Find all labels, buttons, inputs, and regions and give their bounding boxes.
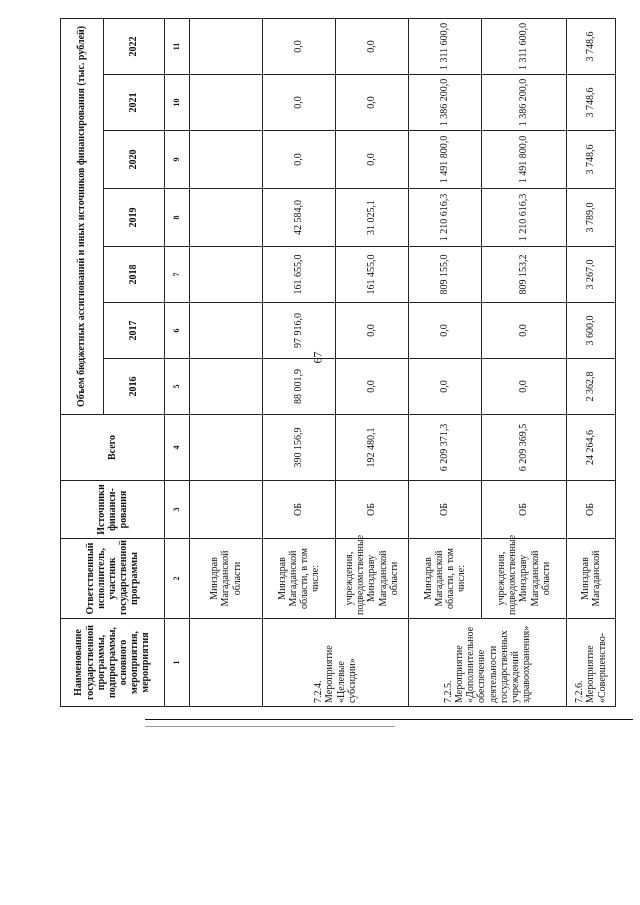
cell-value	[190, 131, 263, 189]
header-year: 2020	[104, 131, 165, 189]
column-number: 2	[165, 539, 190, 619]
cell-source: ОБ	[336, 481, 409, 539]
cell-value: 2 362,8	[567, 359, 616, 415]
cell-value: 0,0	[263, 75, 336, 131]
cell-value: 3 267,0	[567, 247, 616, 303]
cell-source: ОБ	[567, 481, 616, 539]
column-number: 10	[165, 75, 190, 131]
cell-value: 161 455,0	[336, 247, 409, 303]
cell-executor: Минздрав Магаданской области, в том числе:	[409, 539, 482, 619]
cell-value: 161 655,0	[263, 247, 336, 303]
cell-value: 1 311 600,0	[409, 18, 482, 74]
header-year: 2022	[104, 18, 165, 74]
cell-value: 1 210 616,3	[482, 189, 567, 247]
cell-value: 0,0	[409, 303, 482, 359]
column-number: 8	[165, 189, 190, 247]
cell-total: 24 264,6	[567, 415, 616, 481]
cell-value: 3 600,0	[567, 303, 616, 359]
cell-value: 809 155,0	[409, 247, 482, 303]
cell-executor: Минздрав Магаданской области, в том числе:	[263, 539, 336, 619]
header-executor: Ответственный исполнитель, участник государственной программы	[61, 539, 165, 619]
cell-value: 1 210 616,3	[409, 189, 482, 247]
column-number: 11	[165, 18, 190, 74]
header-name: Наименование государственной программы, подпрограммы, основного мероприятия, мероприятия	[61, 619, 165, 707]
cell-value: 1 491 800,0	[409, 131, 482, 189]
table-row	[409, 18, 482, 706]
cell-executor: Минздрав Магаданской	[567, 539, 616, 619]
table-row	[567, 18, 616, 706]
cell-total: 390 156,9	[263, 415, 336, 481]
header-year: 2019	[104, 189, 165, 247]
cell-source	[190, 481, 263, 539]
header-year: 2016	[104, 359, 165, 415]
cell-value: 42 584,0	[263, 189, 336, 247]
cell-name: 7.2.4. Мероприятие «Целевые субсидии»	[263, 619, 409, 707]
column-number: 7	[165, 247, 190, 303]
column-number: 1	[165, 619, 190, 707]
column-number: 6	[165, 303, 190, 359]
page-number: 67	[310, 351, 325, 364]
cell-value: 0,0	[482, 359, 567, 415]
table-row	[263, 18, 336, 706]
cell-value: 0,0	[263, 131, 336, 189]
cell-value	[190, 18, 263, 74]
cell-value: 0,0	[336, 18, 409, 74]
cell-value: 3 748,6	[567, 75, 616, 131]
cell-value: 1 311 600,0	[482, 18, 567, 74]
cell-value: 97 916,0	[263, 303, 336, 359]
cell-value: 809 153,2	[482, 247, 567, 303]
cell-name: 7.2.5. Мероприятие «Дополнительное обеспечение деятельности государственных учреждений здравоохранения»	[409, 619, 567, 707]
cell-value: 88 001,9	[263, 359, 336, 415]
cell-executor: учреждения, подведомственные Минздраву Магаданской области	[482, 539, 567, 619]
header-financing-group: Объем бюджетных ассигнований и иных источников финансирования (тыс. рублей)	[61, 18, 104, 414]
cell-total: 192 480,1	[336, 415, 409, 481]
cell-value	[190, 303, 263, 359]
rotated-table-wrapper	[60, 19, 638, 707]
cell-value: 1 491 800,0	[482, 131, 567, 189]
cell-value: 0,0	[336, 131, 409, 189]
table-row	[336, 18, 409, 706]
header-total: Всего	[61, 415, 165, 481]
cell-source: ОБ	[263, 481, 336, 539]
header-year: 2021	[104, 75, 165, 131]
cell-source: ОБ	[482, 481, 567, 539]
cell-value: 31 025,1	[336, 189, 409, 247]
cell-value: 0,0	[482, 303, 567, 359]
horizontal-rule-faint	[145, 726, 395, 727]
column-number: 4	[165, 415, 190, 481]
cell-value: 1 386 200,0	[482, 75, 567, 131]
cell-value: 0,0	[336, 359, 409, 415]
cell-name: 7.2.6. Мероприятие «Совершенство-	[567, 619, 616, 707]
header-year: 2018	[104, 247, 165, 303]
cell-value: 0,0	[263, 18, 336, 74]
horizontal-rule	[145, 719, 633, 720]
cell-value: 0,0	[336, 75, 409, 131]
cell-total: 6 209 369,5	[482, 415, 567, 481]
cell-value	[190, 75, 263, 131]
cell-value: 3 748,6	[567, 131, 616, 189]
table-row	[482, 18, 567, 706]
cell-total: 6 209 371,3	[409, 415, 482, 481]
cell-value	[190, 247, 263, 303]
header-year: 2017	[104, 303, 165, 359]
cell-value: 0,0	[409, 359, 482, 415]
cell-value: 3 789,0	[567, 189, 616, 247]
column-number: 9	[165, 131, 190, 189]
column-number: 3	[165, 481, 190, 539]
cell-value	[190, 189, 263, 247]
column-number: 5	[165, 359, 190, 415]
cell-value: 1 386 200,0	[409, 75, 482, 131]
header-source: Источники финанси-рования	[61, 481, 165, 539]
cell-name	[190, 619, 263, 707]
cell-executor: Минздрав Магаданской области	[190, 539, 263, 619]
cell-total	[190, 415, 263, 481]
financing-table	[60, 18, 616, 707]
cell-value: 0,0	[336, 303, 409, 359]
table-row	[190, 18, 263, 706]
cell-executor: учреждения, подведомственные Минздраву Магаданской области	[336, 539, 409, 619]
cell-value: 3 748,6	[567, 18, 616, 74]
cell-source: ОБ	[409, 481, 482, 539]
cell-value	[190, 359, 263, 415]
